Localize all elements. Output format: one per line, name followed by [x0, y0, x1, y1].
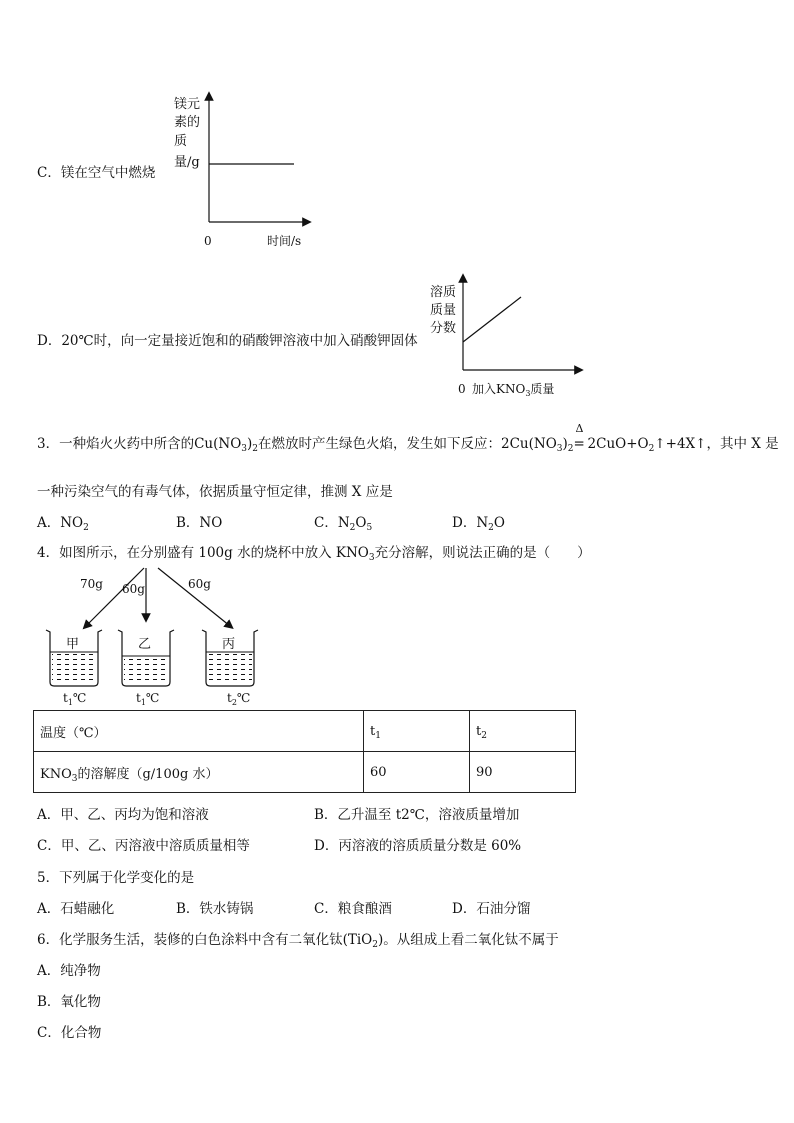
q5-option-d: D．石油分馏: [452, 901, 531, 917]
x-label: 加入$KNO_3$质量: [472, 382, 555, 398]
option-d-label: D．20℃时，向一定量接近饱和的硝酸钾溶液中加入硝酸钾固体: [37, 333, 418, 349]
q3-line2: 一种污染空气的有毒气体，依据质量守恒定律，推测 X 应是: [37, 484, 393, 500]
q5-option-a: A．石蜡融化: [37, 901, 115, 917]
y-label-1: 镁元: [174, 97, 201, 112]
beaker-bing: [202, 630, 258, 686]
q6-option-c: C．化合物: [37, 1025, 102, 1041]
q6-option-a: A．纯净物: [37, 963, 101, 979]
q6-stem: 6．化学服务生活，装修的白色涂料中含有二氧化钛(TiO$_2$)。从组成上看二氧化钛不属于: [37, 932, 559, 950]
q3-line1: 3．一种焰火火药中所含的$Cu(NO_3)_2$在燃放时产生绿色火焰，发生如下反应：$2Cu(NO_3)_2$ Δ = $2CuO+O_2↑+4X↑$，其中 X 是: [37, 422, 779, 454]
q5-option-b: B．铁水铸锅: [176, 901, 254, 917]
q3-option-d: D．$N_2O$: [452, 515, 505, 533]
q5-stem: 5．下列属于化学变化的是: [37, 870, 195, 886]
q4-option-b: B．乙升温至 t2℃，溶液质量增加: [314, 807, 520, 823]
y-label-2: 质量: [430, 303, 457, 318]
graph-c: [165, 88, 315, 258]
q3-option-b: B．NO: [176, 515, 223, 531]
beaker-jia: [46, 630, 102, 686]
amount-bing: 60g: [188, 577, 211, 591]
beaker-name-yi: 乙: [138, 637, 152, 652]
q4-option-c: C．甲、乙、丙溶液中溶质质量相等: [37, 838, 250, 854]
q4-stem: 4．如图所示，在分别盛有 100g 水的烧杯中放入 $KNO_3$充分溶解，则说法正确的是（ ）: [37, 545, 591, 563]
table-cell: $t_2$: [470, 711, 576, 752]
y-label-1: 溶质: [430, 285, 457, 300]
table-cell: $t_1$: [364, 711, 470, 752]
temp-yi: $t_1℃$: [136, 691, 160, 707]
q6-option-b: B．氧化物: [37, 994, 101, 1010]
q4-option-d: D．丙溶液的溶质质量分数是 60%: [314, 838, 522, 854]
option-c-label: C．镁在空气中燃烧: [37, 165, 156, 181]
beaker-diagram: [40, 562, 270, 710]
temp-bing: $t_2℃$: [227, 691, 251, 707]
solubility-table: [33, 710, 576, 793]
table-row: [34, 711, 576, 752]
y-label-3: 质: [174, 134, 188, 149]
table-row: [34, 752, 576, 793]
x-label: 时间/s: [267, 234, 302, 248]
beaker-name-bing: 丙: [222, 637, 236, 652]
amount-yi: 60g: [122, 582, 145, 596]
table-cell: 60: [364, 752, 470, 793]
beaker-yi: [118, 630, 174, 686]
y-label-3: 分数: [430, 321, 457, 336]
origin-label: 0: [204, 234, 212, 248]
beaker-name-jia: 甲: [66, 637, 80, 652]
temp-jia: $t_1℃$: [63, 691, 87, 707]
rising-line: [463, 297, 521, 342]
graph-d: [425, 272, 585, 402]
q4-option-a: A．甲、乙、丙均为饱和溶液: [37, 807, 209, 823]
y-label-4: 量/g: [174, 155, 200, 170]
table-cell: 90: [470, 752, 576, 793]
q3-option-a: A．$NO_2$: [37, 515, 89, 533]
amount-jia: 70g: [80, 577, 103, 591]
q5-option-c: C．粮食酿酒: [314, 901, 392, 917]
origin-label: 0: [458, 382, 466, 396]
table-cell: $KNO_3$的溶解度（g/100g 水）: [34, 752, 364, 793]
q3-option-c: C．$N_2O_5$: [314, 515, 373, 533]
heat-equals: Δ =: [573, 422, 585, 452]
y-label-2: 素的: [174, 115, 201, 130]
table-cell: 温度（℃）: [34, 711, 364, 752]
